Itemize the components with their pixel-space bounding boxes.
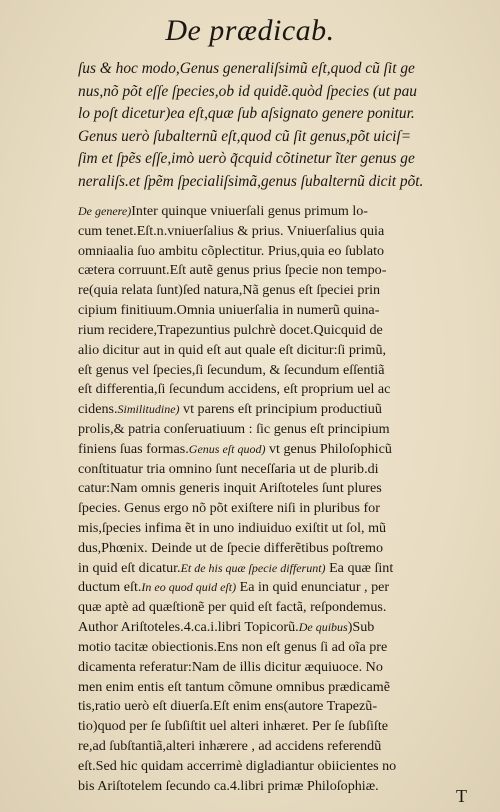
body-text: Inter quinque vniuerſali genus primum lo- bbox=[131, 203, 369, 219]
lemma-marker: In eo quod quid eſt) bbox=[141, 580, 237, 595]
body-text: in quid eſt dicatur. bbox=[78, 559, 181, 576]
body-text: Ea quæ ſint bbox=[325, 559, 394, 576]
body-text: cipium finitiuum.Omnia uniuerſalia in numerũ quina- bbox=[78, 302, 380, 319]
body-text: eſt.Sed hic quidam accerrimè digladiantur obiicientes no bbox=[78, 757, 397, 774]
body-line bbox=[78, 697, 482, 717]
commentary-paragraph bbox=[78, 202, 482, 796]
italic-line: neraliſs.et ſpẽm ſpecialiſsimã,genus ſubalternũ dicit põt. bbox=[78, 172, 424, 190]
italic-line: ſim et ſpẽs eſſe,imò uerò q̃cquid cõtinetur ĩter genus ge bbox=[78, 150, 415, 168]
running-head: De prædicab. bbox=[165, 14, 335, 47]
lemma-marker: Et de his quæ ſpecie differunt) bbox=[180, 560, 326, 575]
body-line bbox=[78, 777, 482, 797]
body-text: tio)quod per ſe ſubſiſtit uel alteri inhæret. Per ſe ſubſiſte bbox=[78, 718, 388, 735]
body-text: men enim entis eſt tantum cõmune omnibus prædicamẽ bbox=[78, 678, 390, 695]
body-line bbox=[78, 737, 482, 757]
body-line bbox=[78, 440, 482, 460]
body-text: omniaalia ſuo ambitu cõplectitur. Prius,quia eo ſublato bbox=[78, 242, 385, 259]
body-line bbox=[78, 222, 482, 242]
body-line bbox=[78, 678, 482, 698]
body-line bbox=[78, 519, 482, 539]
body-text: prolis,& patria conſeruatiuum : ſic genus eſt principium bbox=[78, 420, 390, 437]
body-text: re(quia relata ſunt)ſed natura,Nã genus eſt ſpeciei prin bbox=[78, 282, 381, 299]
body-text: mis,ſpecies infima ẽt in uno indiuiduo exiſtit ut ſol, mũ bbox=[78, 520, 387, 536]
catchword: T bbox=[456, 786, 467, 806]
body-line bbox=[78, 420, 482, 440]
body-text: )Sub bbox=[347, 619, 375, 636]
body-text: catur:Nam omnis generis inquit Ariſtoteles ſunt plures bbox=[78, 480, 382, 497]
body-line bbox=[78, 717, 482, 737]
body-line bbox=[78, 578, 482, 598]
body-text: cum tenet.Eſt.n.vniuerſalius & prius. Vniuerſalius quia bbox=[78, 222, 385, 239]
body-line bbox=[78, 261, 482, 281]
body-text: motio tacitæ obiectionis.Ens non eſt genus ſi ad oĩa pre bbox=[78, 638, 388, 655]
lemma-marker: Similitudine) bbox=[117, 402, 180, 417]
body-line bbox=[78, 380, 482, 400]
body-line bbox=[78, 559, 482, 579]
body-line bbox=[78, 341, 482, 361]
body-line bbox=[78, 618, 482, 638]
body-line bbox=[78, 638, 482, 658]
body-text: dicamenta referatur:Nam de illis dicitur æquiuoce. No bbox=[78, 658, 383, 675]
body-line bbox=[78, 321, 482, 341]
body-text: eſt genus vel ſpecies,ſi ſecundum, & ſecundum eſſentiã bbox=[78, 361, 385, 378]
body-text: vt parens eſt principium productiuũ bbox=[179, 401, 382, 418]
body-text: ductum eſt. bbox=[78, 579, 142, 596]
body-text: eſt differentia,ſi ſecundum accidens, eſt proprium uel ac bbox=[78, 381, 391, 398]
body-text: re,ad ſubſtantiã,alteri inhærere , ad accidens referendũ bbox=[78, 737, 382, 754]
body-text: bis Ariſtotelem ſecundo ca.4.libri primæ Philoſophiæ. bbox=[78, 777, 379, 794]
body-text: rium recidere,Trapezuntius pulchrè docet.Quicquid de bbox=[78, 321, 383, 338]
body-line bbox=[78, 658, 482, 678]
body-line bbox=[78, 479, 482, 499]
body-text: Author Ariſtoteles.4.ca.i.libri Topicorũ. bbox=[78, 619, 299, 636]
body-line bbox=[78, 757, 482, 777]
body-line bbox=[78, 242, 482, 262]
body-text: conſtituatur tria omnino ſunt neceſſaria ut de plurib.di bbox=[78, 460, 379, 477]
lemma-marker: De quibus bbox=[298, 620, 348, 635]
body-text: vt genus Philoſophicũ bbox=[265, 440, 392, 457]
italic-line: nus,nõ põt eſſe ſpecies,ob id quidẽ.quòd ſpecies (ut pau bbox=[78, 82, 417, 100]
body-text: Ea in quid enunciatur , per bbox=[236, 579, 390, 596]
body-line bbox=[78, 460, 482, 480]
italic-paragraph bbox=[78, 58, 482, 194]
body-text: tis,ratio uerò eſt diuerſa.Eſt enim ens(autore Trapezũ- bbox=[78, 698, 378, 715]
italic-line: lo poſt dicetur)ea eſt,quæ ſub aſsignato genere ponitur. bbox=[78, 105, 415, 123]
italic-line: Genus uerò ſubalternũ eſt,quod cũ ſit genus,põt uiciſ= bbox=[78, 127, 412, 145]
body-line bbox=[78, 539, 482, 559]
body-line bbox=[78, 301, 482, 321]
body-text: dus,Phœnix. Deinde ut de ſpecie differẽtibus poſtremo bbox=[78, 539, 384, 556]
body-line bbox=[78, 499, 482, 519]
body-text: alio dicitur aut in quid eſt aut quale eſt dicitur:ſi primũ, bbox=[78, 341, 387, 358]
body-text: quæ aptè ad quæſtionẽ per quid eſt factã, reſpondemus. bbox=[78, 599, 387, 616]
italic-line: ſus & hoc modo,Genus generaliſsimũ eſt,quod cũ ſit ge bbox=[78, 60, 415, 77]
body-text: finiens ſuas formas. bbox=[78, 440, 189, 457]
body-text: cætera corruunt.Eſt autẽ genus prius ſpecie non tempo- bbox=[78, 262, 387, 279]
body-line bbox=[78, 361, 482, 381]
body-line bbox=[78, 202, 482, 222]
lemma-marker: Genus eſt quod) bbox=[188, 441, 266, 456]
body-line bbox=[78, 281, 482, 301]
body-line bbox=[78, 598, 482, 618]
body-text: ſpecies. Genus ergo nõ põt exiſtere niſi in pluribus for bbox=[78, 500, 380, 517]
lemma-marker: De genere) bbox=[78, 204, 132, 218]
body-text: cidens. bbox=[78, 401, 118, 418]
body-line bbox=[78, 400, 482, 420]
